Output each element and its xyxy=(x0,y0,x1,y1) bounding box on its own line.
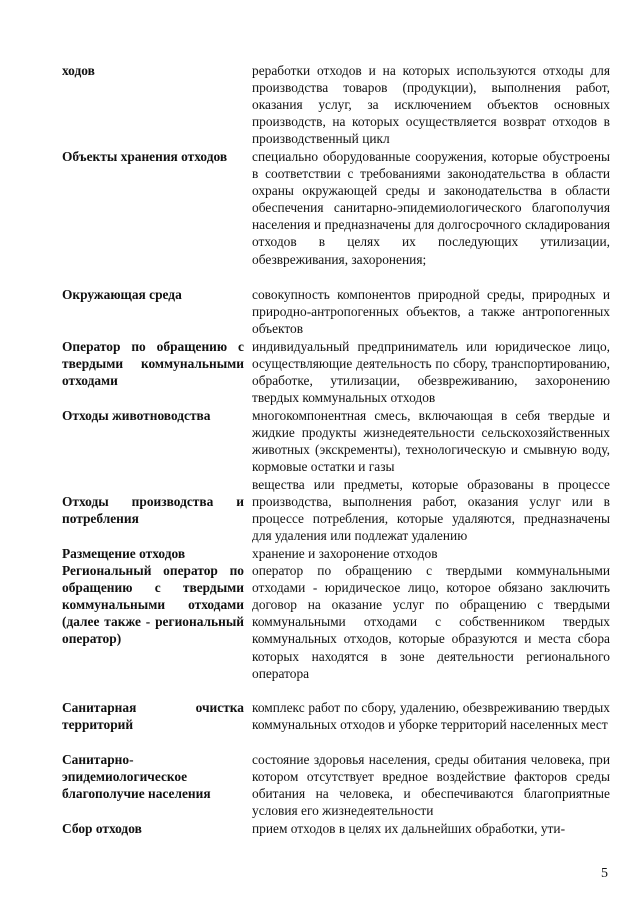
glossary-term: Отходы животноводства xyxy=(62,408,211,423)
glossary-term: Окружающая среда xyxy=(62,287,182,302)
glossary-definition: оператор по обращению с твердыми коммунальными отходами - юридическое лицо, которое обязано заключить договор на оказание услуг по обращению с твердыми коммунальными отходами с собственником твердых коммунальных отходов, которые образуются и места сбора которых находятся в зоне деятельности регионального оператора xyxy=(252,563,610,681)
glossary-row xyxy=(62,338,610,407)
glossary-term: Региональный оператор по обращению с твердыми коммунальными отходами (далее также - региональный оператор) xyxy=(62,563,244,647)
page-number: 5 xyxy=(601,866,608,881)
glossary-definition: совокупность компонентов природной среды, природных и природно-антропогенных объектов, а также антропогенных объектов xyxy=(252,287,610,337)
glossary-table xyxy=(62,62,610,837)
glossary-definition: специально оборудованные сооружения, которые обустроены в соответствии с требованиями законодательства в области охраны окружающей среды и законодательства в области обеспечения санитарно-эпидемиологического благополучия населения и предназначены для долгосрочного складирования отходов в целях их последующих утилизации, обезвреживания, захоронения; xyxy=(252,149,610,267)
glossary-row xyxy=(62,820,610,837)
glossary-definition: многокомпонентная смесь, включающая в себя твердые и жидкие продукты жизнедеятельности сельскохозяйственных животных (экскременты), технологическую и смывную воду, кормовые остатки и газы xyxy=(252,408,610,475)
glossary-definition: вещества или предметы, которые образованы в процессе производства, выполнения работ, оказания услуг или в процессе потребления, которые удаляются, предназначены для удаления или подлежат удалению xyxy=(252,477,610,544)
glossary-definition: хранение и захоронение отходов xyxy=(252,546,438,561)
glossary-row xyxy=(62,407,610,476)
glossary-term: Сбор отходов xyxy=(62,821,142,837)
glossary-row xyxy=(62,148,610,286)
glossary-row xyxy=(62,562,610,699)
glossary-term: Отходы производства и потребления xyxy=(62,494,244,527)
glossary-term: Санитарная очистка территорий xyxy=(62,700,244,733)
glossary-term: Объекты хранения отходов xyxy=(62,149,228,164)
glossary-definition: прием отходов в целях их дальнейших обработки, ути- xyxy=(252,821,566,837)
glossary-row xyxy=(62,476,610,545)
glossary-term: Размещение отходов xyxy=(62,546,186,561)
glossary-term: Оператор по обращению с твердыми коммунальными отходами xyxy=(62,339,244,389)
glossary-definition: реработки отходов и на которых используются отходы для производства товаров (продукции), выполнения работ, оказания услуг, за исключением объектов основных производств, на которых осуществляется возврат отходов в производственный цикл xyxy=(252,63,610,147)
glossary-row xyxy=(62,62,610,148)
glossary-definition: состояние здоровья населения, среды обитания человека, при котором отсутствует вредное воздействие факторов среды обитания на человека, и обеспечиваются благоприятные условия его жизнедеятельности xyxy=(252,752,610,819)
glossary-term: ходов xyxy=(62,63,95,78)
glossary-row xyxy=(62,699,610,751)
glossary-row xyxy=(62,751,610,820)
glossary-definition: комплекс работ по сбору, удалению, обезвреживанию твердых коммунальных отходов и уборке территорий населенных мест xyxy=(252,700,610,733)
glossary-row xyxy=(62,286,610,338)
glossary-definition: индивидуальный предприниматель или юридическое лицо, осуществляющие деятельность по сбору, транспортированию, обработке, утилизации, обезвреживанию, захоронению твердых коммунальных отходов xyxy=(252,339,610,406)
glossary-term: Санитарно-эпидемиологическое благополучие населения xyxy=(62,752,211,802)
glossary-row xyxy=(62,545,610,562)
